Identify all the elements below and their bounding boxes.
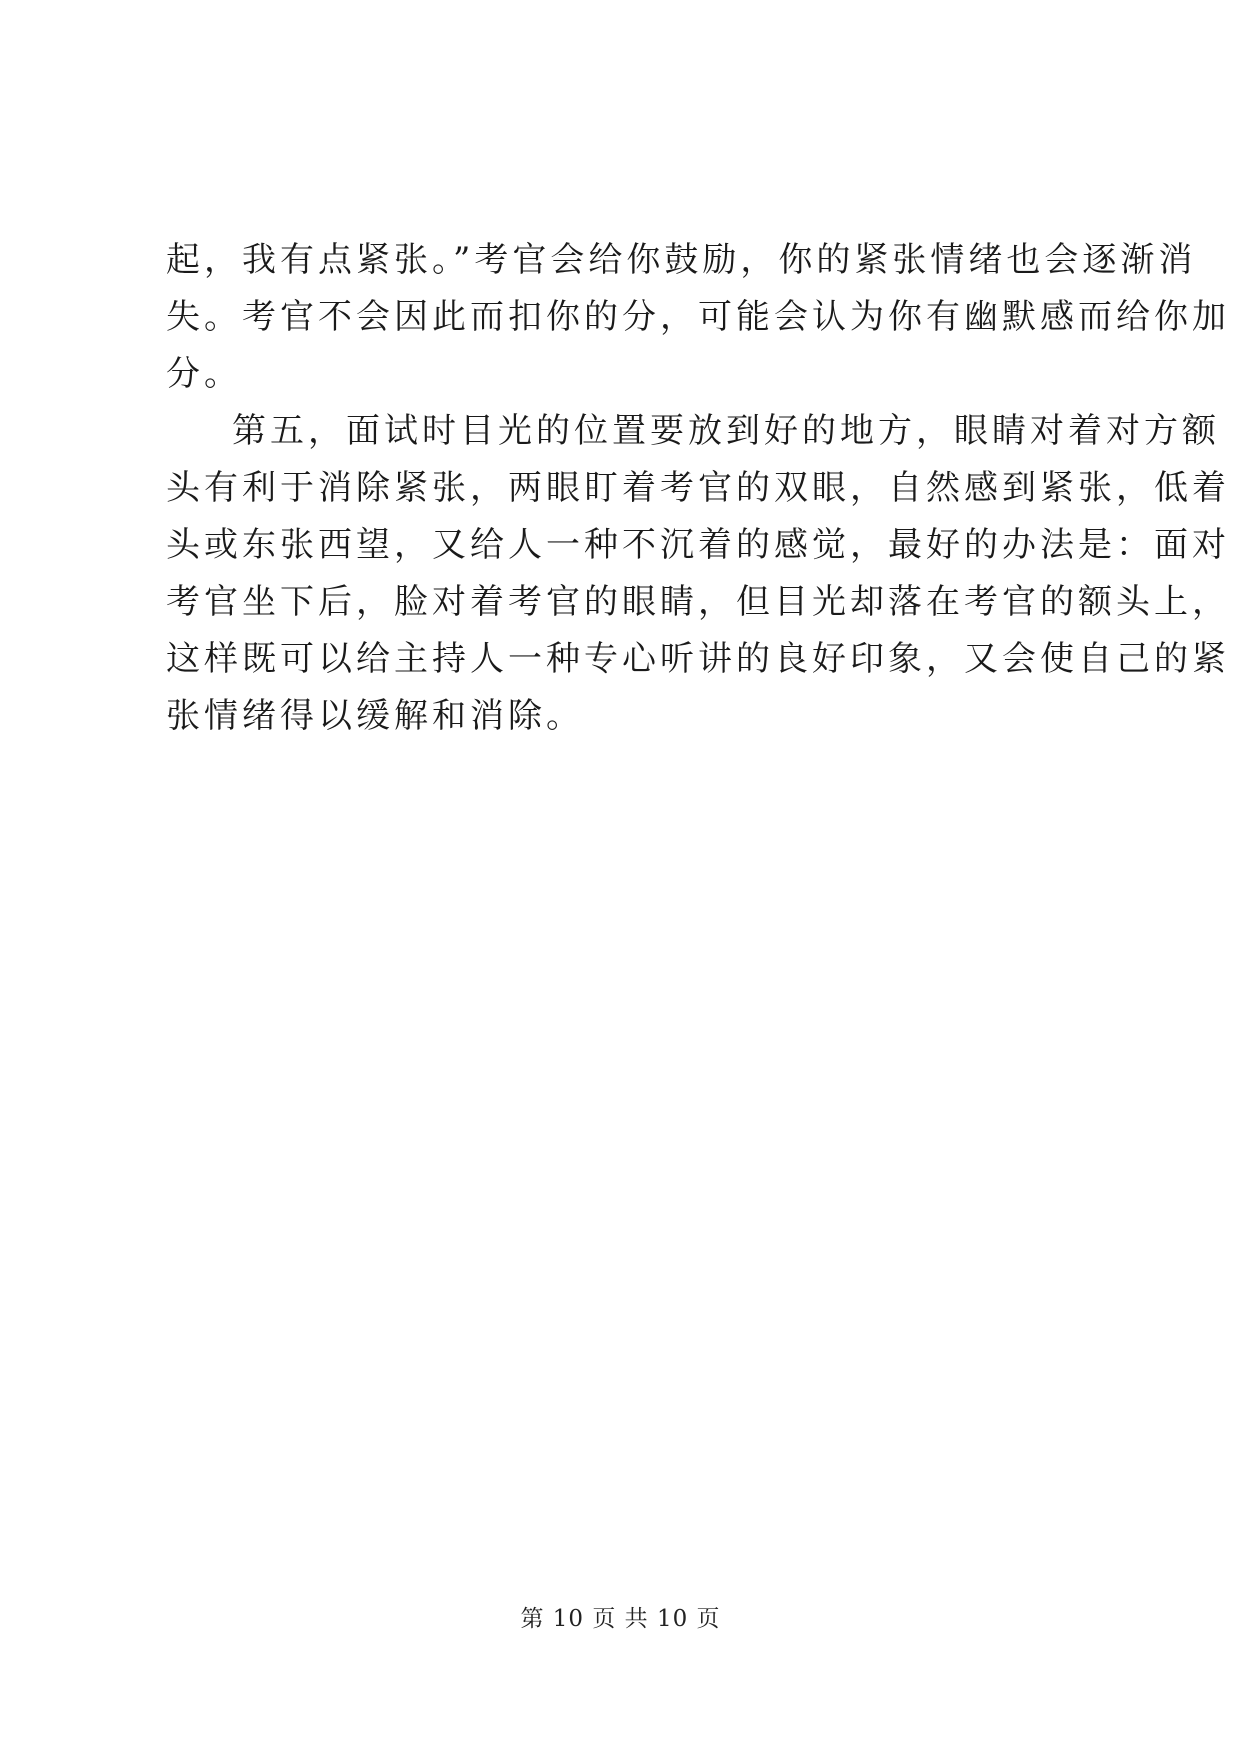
body-text xyxy=(166,232,1230,745)
text-line: 头有利于消除紧张，两眼盯着考官的双眼，自然感到紧张，低着 xyxy=(166,468,1230,508)
text-line: 第五，面试时目光的位置要放到好的地方，眼睛对着对方额 xyxy=(232,411,1220,451)
text-line: 分。 xyxy=(166,354,242,394)
text-line: 起，我有点紧张。”考官会给你鼓励，你的紧张情绪也会逐渐消 xyxy=(166,240,1197,280)
page-footer: 第 10 页 共 10 页 xyxy=(520,1606,721,1632)
text-line: 考官坐下后，脸对着考官的眼睛，但目光却落在考官的额头上， xyxy=(166,582,1230,622)
text-line: 这样既可以给主持人一种专心听讲的良好印象，又会使自己的紧 xyxy=(166,639,1230,679)
text-line: 张情绪得以缓解和消除。 xyxy=(166,696,584,736)
paragraph-1 xyxy=(166,232,1230,403)
text-line: 头或东张西望，又给人一种不沉着的感觉，最好的办法是：面对 xyxy=(166,525,1230,565)
paragraph-2 xyxy=(166,403,1230,745)
text-line: 失。考官不会因此而扣你的分，可能会认为你有幽默感而给你加 xyxy=(166,297,1230,337)
